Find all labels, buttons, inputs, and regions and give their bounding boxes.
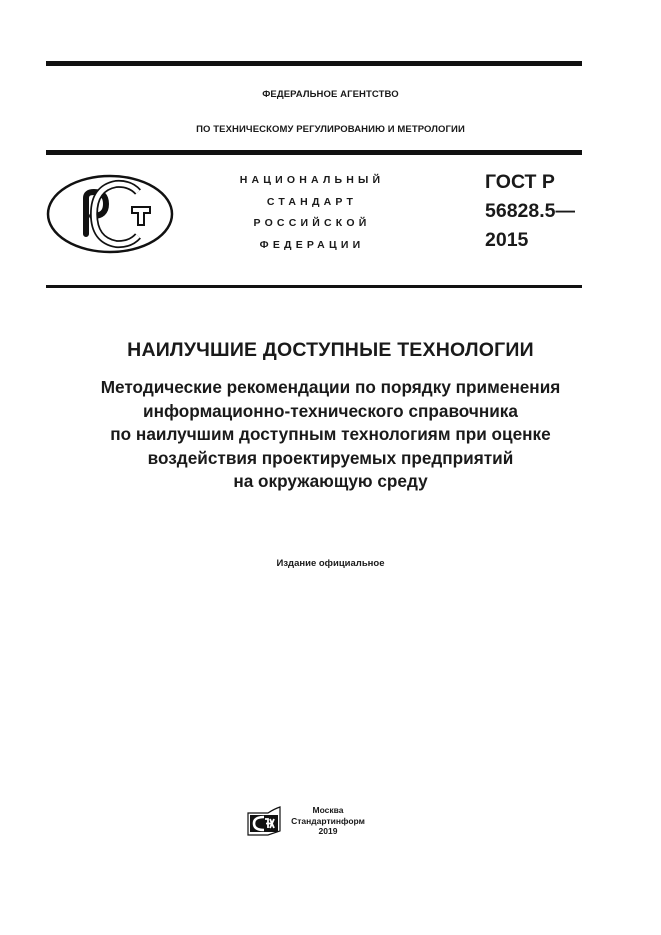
subtitle-line: по наилучшим доступным технологиям при оценке — [110, 424, 551, 444]
agency-line-1: ФЕДЕРАЛЬНОЕ АГЕНТСТВО — [262, 89, 399, 100]
standartinform-logo-icon — [246, 805, 286, 837]
header-rule — [46, 150, 582, 155]
national-line: СТАНДАРТ — [266, 195, 358, 208]
document-title: НАИЛУЧШИЕ ДОСТУПНЫЕ ТЕХНОЛОГИИ — [127, 339, 534, 361]
publisher-name: Стандартинформ — [291, 815, 365, 826]
document-subtitle — [0, 376, 661, 494]
subtitle-line: воздействия проектируемых предприятий — [147, 447, 514, 468]
rst-gost-emblem-icon — [46, 172, 176, 256]
block-rule — [46, 285, 582, 288]
standard-designation — [485, 168, 575, 255]
national-line: ФЕДЕРАЦИИ — [259, 238, 365, 251]
subtitle-line: информационно-технического справочника — [143, 400, 518, 421]
designation-line: ГОСТ Р — [485, 171, 555, 193]
edition-label: Издание официальное — [276, 558, 385, 569]
designation-line: 56828.5— — [485, 200, 575, 222]
national-line: НАЦИОНАЛЬНЫЙ — [239, 174, 385, 186]
publisher-imprint — [290, 805, 366, 837]
agency-line-2: ПО ТЕХНИЧЕСКОМУ РЕГУЛИРОВАНИЮ И МЕТРОЛОГИИ — [196, 124, 465, 135]
publisher-city: Москва — [312, 805, 344, 815]
publication-year: 2019 — [318, 826, 338, 836]
designation-line: 2015 — [485, 229, 529, 251]
top-rule — [46, 61, 582, 66]
national-standard-label — [222, 170, 402, 256]
subtitle-line: Методические рекомендации по порядку применения — [100, 377, 561, 397]
national-line: РОССИЙСКОЙ — [253, 217, 371, 229]
subtitle-line: на окружающую среду — [233, 471, 428, 491]
